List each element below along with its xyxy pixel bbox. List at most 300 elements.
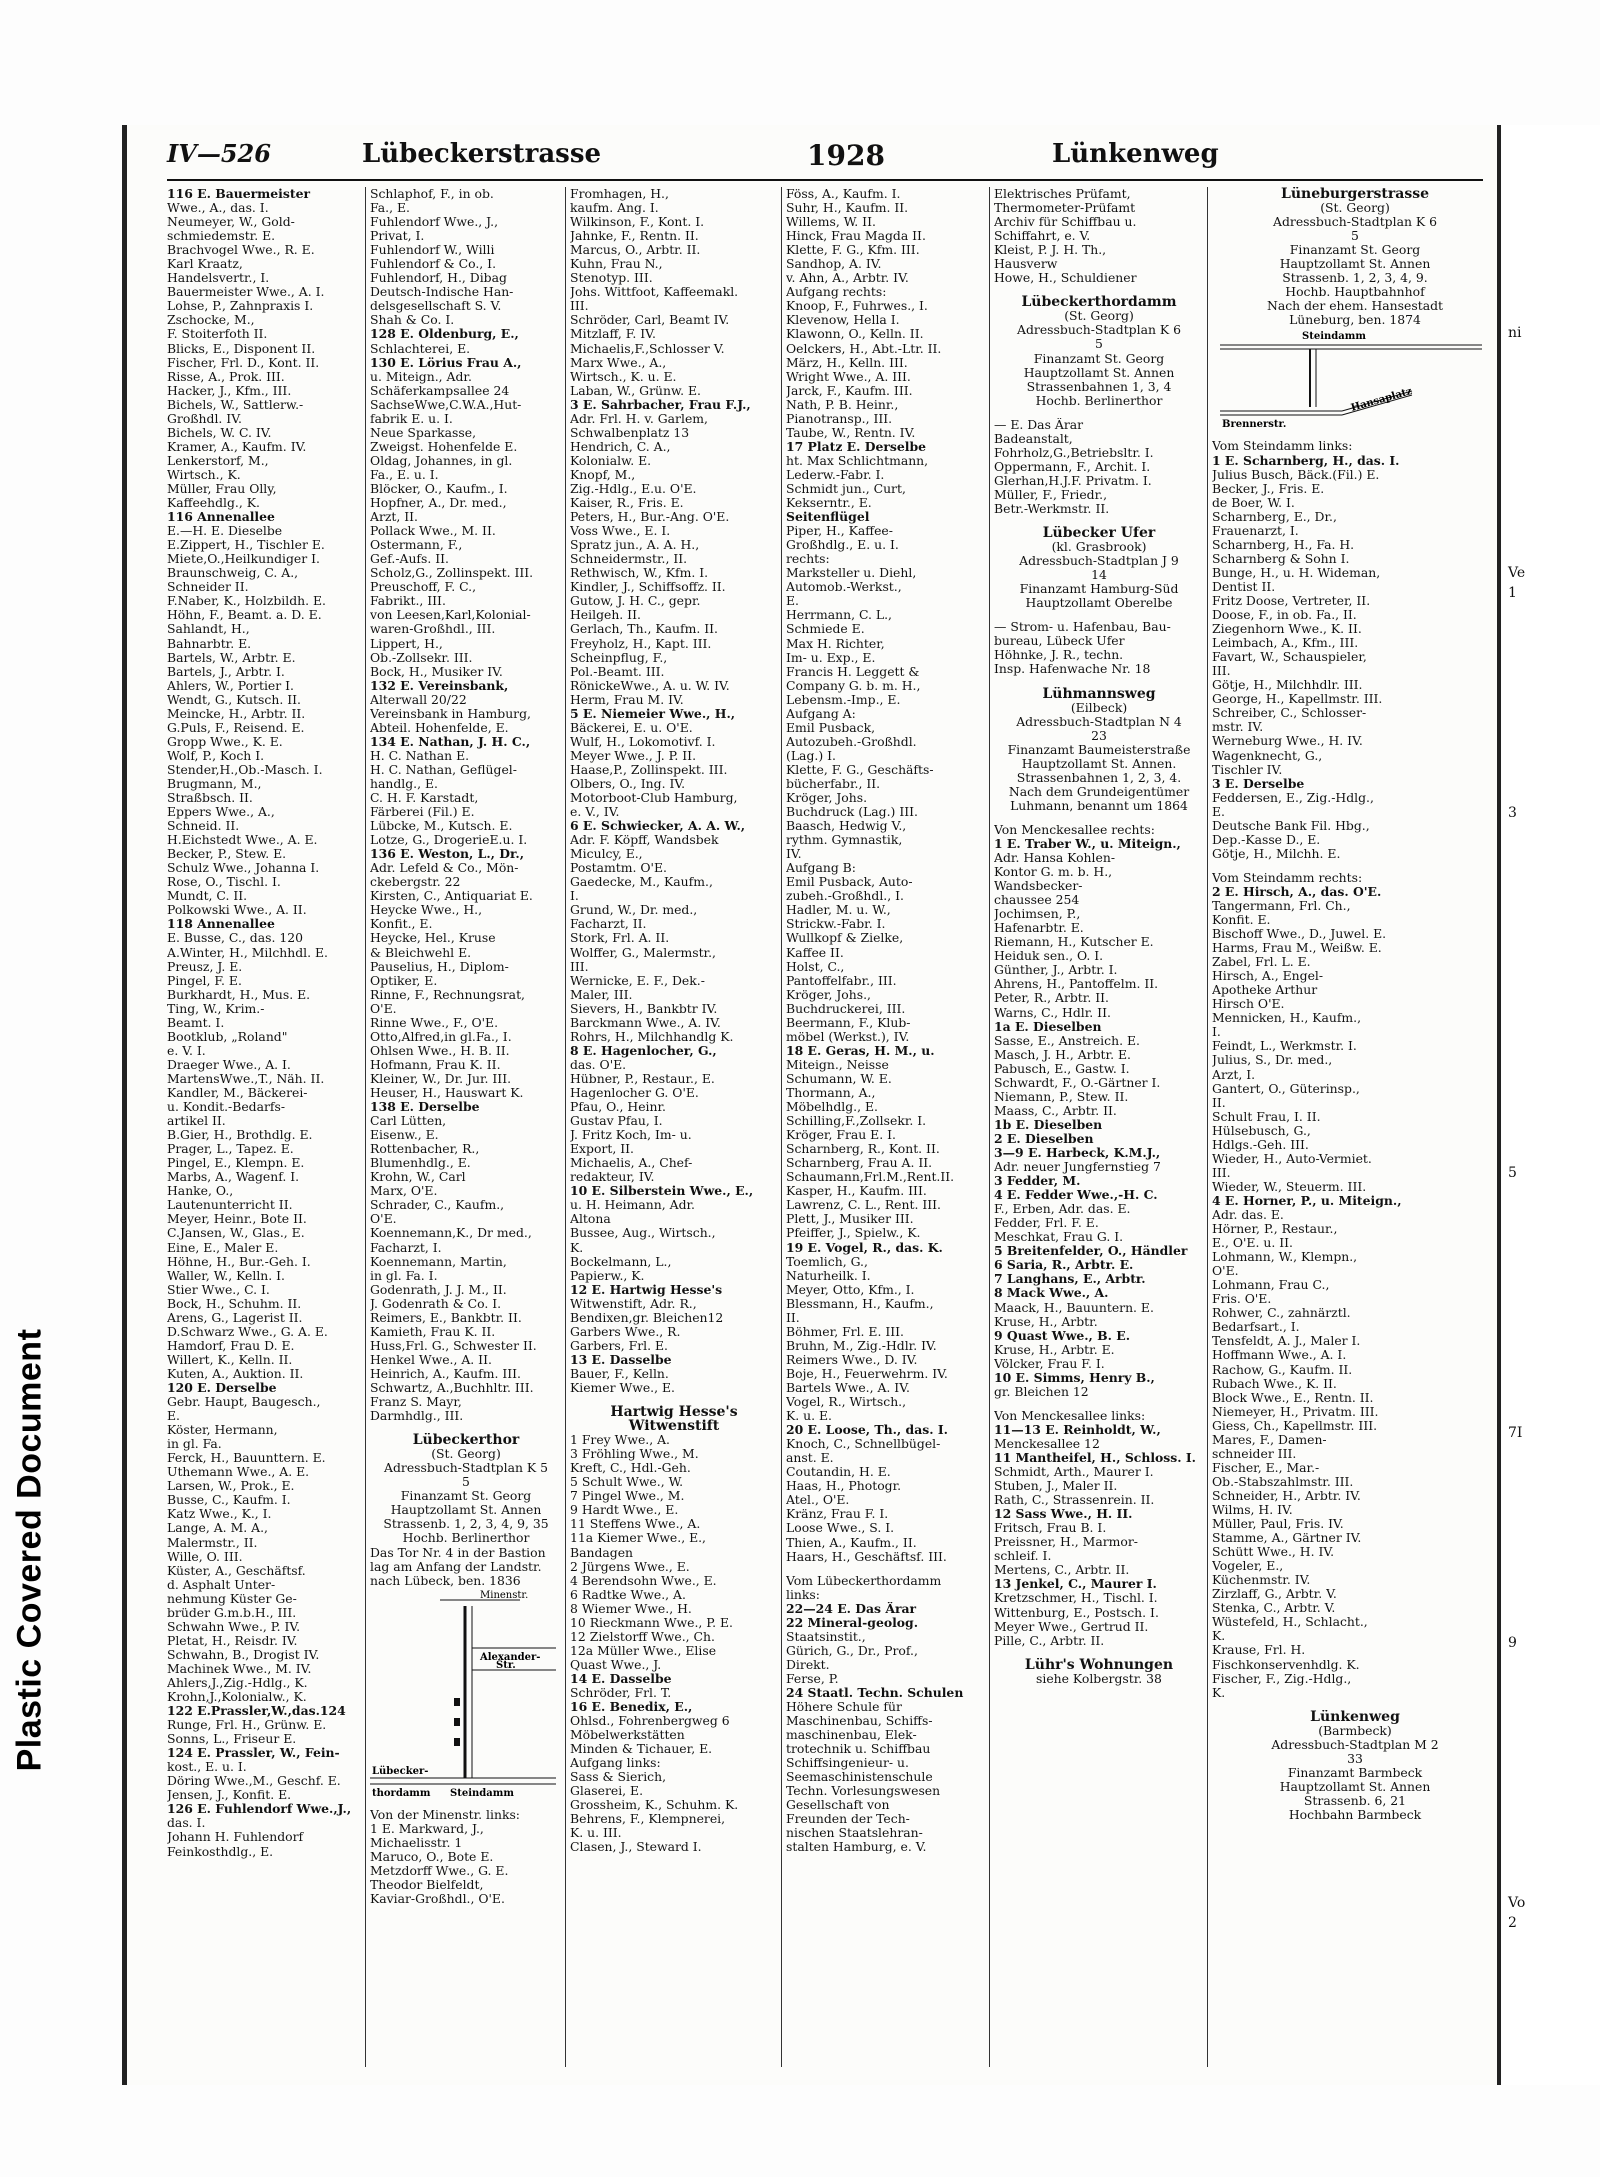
entry-line: Wwe., A., das. I. [167, 201, 269, 216]
entry-line: Waller, W., Kelln. I. [167, 1268, 285, 1283]
entry-line: Heycke Wwe., H., [370, 903, 483, 918]
svg-text:Steindamm: Steindamm [450, 1787, 514, 1799]
entry-line: Eine, E., Maler E. [167, 1240, 279, 1255]
svg-text:Alexander-: Alexander- [480, 1651, 541, 1663]
entry-line: III. [1212, 1165, 1231, 1180]
entry-line: kost., E. u. I. [167, 1760, 247, 1775]
entry-line: Gantert, O., Güterinsp., [1212, 1081, 1360, 1096]
entry-line: Aufgang rechts: [786, 285, 887, 300]
entry-line: Krohn, W., Carl [370, 1170, 466, 1185]
entry-line: Zschocke, M., [167, 313, 255, 328]
entry-line: Kröger, Johs., [786, 987, 871, 1002]
edge-fragment: 7I [1508, 1425, 1523, 1441]
entry-line: Schiffahrt, e. V. [994, 229, 1091, 244]
entry-line [1212, 861, 1498, 871]
entry-line: Adr. Frl. H. v. Garlem, [570, 411, 708, 426]
entry-line: Kruse, H., Arbtr. E. [994, 1342, 1115, 1357]
entry-line: 10 E. Simms, Henry B., [994, 1370, 1155, 1385]
svg-text:Hansaplatz: Hansaplatz [1349, 386, 1414, 415]
entry-line: Prager, L., Tapez. E. [167, 1142, 294, 1157]
entry-line: Julius Busch, Bäck.(Fil.) E. [1212, 467, 1380, 482]
entry-line: 24 Staatl. Techn. Schulen [786, 1685, 964, 1700]
entry-line: E.Zippert, H., Tischler E. [167, 538, 325, 553]
entry-line: das. I. [167, 1816, 206, 1831]
entry-line: Adressbuch-Stadtplan M 2 [1271, 1737, 1439, 1752]
entry-line: Fischer, Frl. D., Kont. II. [167, 355, 320, 370]
column-5 [989, 187, 1204, 2067]
entry-line: Adr. F. Köpff, Wandsbek [570, 833, 719, 848]
entry-line: Deutsche Bank Fil. Hbg., [1212, 818, 1370, 833]
entry-line: Fuhlendorf W., Willi [370, 243, 495, 258]
entry-line: Adressbuch-Stadtplan K 6 [1017, 323, 1181, 338]
entry-line: Mitzlaff, F. IV. [570, 327, 656, 342]
entry-line: O'E. [370, 1212, 397, 1227]
entry-line: O'E. [1212, 1264, 1239, 1279]
entry-line: Grund, W., Dr. med., [570, 903, 698, 918]
entry-line: Finanzamt St. Georg [1289, 243, 1421, 258]
entry-line: 5 Schult Wwe., W. [570, 1475, 684, 1490]
entry-line: Höhere Schule für [786, 1700, 902, 1715]
entry-line: Schulz Wwe., Johanna I. [167, 861, 320, 876]
entry-line: Mennicken, H., Kaufm., [1212, 1011, 1362, 1026]
left-street-title: Lübeckerstrasse [362, 139, 602, 169]
entry-line: Küchenmstr. IV. [1212, 1573, 1311, 1588]
svg-text:Str.: Str. [496, 1659, 516, 1671]
entry-line: & Bleichwehl E. [370, 945, 472, 960]
entry-line: nehmung Küster Ge- [167, 1591, 297, 1606]
entry-line: Bischoff Wwe., D., Juwel. E. [1212, 927, 1387, 942]
entry-line: Bootklub, „Roland" [167, 1029, 288, 1044]
entry-line: Naturheilk. I. [786, 1268, 871, 1283]
entry-line: bücherfabr., II. [786, 776, 881, 791]
entry-line: Kröger, Johs. [786, 791, 868, 806]
entry-line: Freunden der Tech- [786, 1812, 910, 1827]
entry-line: Kasper, H., Kaufm. III. [786, 1184, 927, 1199]
entry-line: 6 E. Schwiecker, A. A. W., [570, 819, 746, 834]
entry-line: Feddersen, E., Zig.-Hdlg., [1212, 790, 1374, 805]
entry-line: Adressbuch-Stadtplan K 5 [384, 1461, 548, 1476]
entry-line: Niemann, P., Stew. II. [994, 1089, 1129, 1104]
entry-line: Ob.-Zollsekr. III. [370, 650, 473, 665]
entry-line: — E. Das Ärar [994, 417, 1084, 432]
entry-line: Company G. b. m. H., [786, 678, 921, 693]
entry-line: Strassenbahnen 1, 2, 3, 4. [1016, 770, 1182, 785]
entry-line: Motorboot-Club Hamburg, [570, 791, 738, 806]
entry-line: Gebr. Haupt, Baugesch., [167, 1395, 321, 1410]
entry-line: Julius, S., Dr. med., [1212, 1053, 1333, 1068]
entry-line: Fohrholz,G.,Betriebsltr. I. [994, 445, 1154, 460]
entry-line: B.Gier, H., Brothdlg. E. [167, 1128, 313, 1143]
entry-line: Bendixen,gr. Bleichen12 [570, 1310, 724, 1325]
entry-line: 8 Mack Wwe., A. [994, 1286, 1109, 1301]
entry-line: Rohwer, C., zahnärztl. [1212, 1306, 1351, 1321]
edge-fragment: 3 [1508, 805, 1517, 821]
entry-line: Bauermeister Wwe., A. I. [167, 285, 325, 300]
entry-line: Riemann, H., Kutscher E. [994, 935, 1154, 950]
entry-line: Schneid. II. [167, 819, 240, 834]
entry-line: Pingel, E., Klempn. E. [167, 1156, 305, 1171]
entry-line: Alterwall 20/22 [370, 692, 467, 707]
entry-line: Wolf, P., Koch I. [167, 748, 265, 763]
entry-line: Finanzamt Hamburg-Süd [1019, 582, 1179, 597]
entry-line: Hirsch O'E. [1212, 997, 1285, 1012]
entry-line: Olbers, O., Ing. IV. [570, 776, 686, 791]
entry-line: Strassenb. 6, 21 [1303, 1793, 1407, 1808]
edge-fragment: 9 [1508, 1635, 1517, 1651]
entry-line: Peter, R., Arbtr. II. [994, 991, 1109, 1006]
lubeckerthor-map [370, 1588, 562, 1808]
entry-line: 11 Steffens Wwe., A. [570, 1517, 701, 1532]
entry-line: Wüstefeld, H., Schlacht., [1212, 1615, 1368, 1630]
entry-line: Hauptzollamt St. Annen. [1021, 756, 1177, 771]
entry-line: Schwahn Wwe., P. IV. [167, 1619, 301, 1634]
entry-line: Scharnberg, R., Kont. II. [786, 1142, 940, 1157]
entry-line: Haas, H., Photogr. [786, 1479, 902, 1494]
edge-fragment: 2 [1508, 1915, 1517, 1931]
entry-line: Zweigst. Hohenfelde E. [370, 439, 518, 454]
entry-line: 134 E. Nathan, J. H. C., [370, 734, 531, 749]
entry-line: Föss, A., Kaufm. I. [786, 187, 901, 201]
entry-line: Spratz jun., A. A. H., [570, 538, 700, 553]
entry-line: Hadler, M. u. W., [786, 903, 891, 918]
entry-line: Hülsebusch, G., [1212, 1123, 1311, 1138]
entry-line: rechts: [786, 552, 830, 567]
entry-line: Piper, H., Kaffee- [786, 524, 893, 539]
entry-line: Adr. neuer Jungfernstieg 7 [994, 1160, 1161, 1175]
entry-line: Wirtsch., K. u. E. [570, 369, 677, 384]
column-4 [781, 187, 986, 2067]
entry-line: ckebergstr. 22 [370, 875, 461, 890]
entry-line: Emil Pusback, Auto- [786, 875, 913, 890]
entry-line: de Boer, W. I. [1212, 495, 1295, 510]
entry-line: Tangermann, Frl. Ch., [1212, 898, 1351, 913]
entry-line: Hausverw [994, 257, 1058, 272]
entry-line: Direkt. [786, 1657, 830, 1672]
entry-line: Schaumann,Frl.M.,Rent.II. [786, 1170, 955, 1185]
entry-line: Hirsch, A., Engel- [1212, 969, 1324, 984]
entry-line: Werneburg Wwe., H. IV. [1212, 734, 1363, 749]
entry-line: J. Fritz Koch, Im- u. [570, 1128, 692, 1143]
entry-line: März, H., Kelln. III. [786, 355, 908, 370]
entry-line: Fromhagen, H., [570, 187, 669, 201]
entry-line: Kreft, C., Hdl.-Geh. [570, 1461, 691, 1476]
entry-line: Niemeyer, H., Privatm. III. [1212, 1404, 1379, 1419]
entry-line: I. [1212, 1025, 1221, 1040]
column-6 [1207, 187, 1498, 2067]
entry-line: Sonns, L., Friseur E. [167, 1732, 297, 1747]
entry-line: Handelsvertr., I. [167, 271, 270, 286]
entry-line: Klawonn, O., Kelln. II. [786, 327, 924, 342]
entry-line: 116 E. Bauermeister [167, 187, 310, 201]
entry-line: bureau, Lübeck Ufer [994, 634, 1125, 649]
entry-line: Küster, A., Geschäftsf. [167, 1563, 306, 1578]
entry-line: Schütt Wwe., H. IV. [1212, 1545, 1335, 1560]
entry-line: Haase,P., Zollinspekt. III. [570, 762, 728, 777]
entry-line: d. Asphalt Unter- [167, 1577, 276, 1592]
entry-line: 3—9 E. Harbeck, K.M.J., [994, 1146, 1161, 1160]
entry-line [994, 1399, 1204, 1409]
entry-line: Schröder, Frl. T. [570, 1685, 672, 1700]
entry-line: Laban, W., Grünw. E. [570, 383, 701, 398]
entry-line: Strassenb. 1, 2, 3, 4, 9, 35 [383, 1517, 549, 1532]
entry-line: Carl Lütten, [370, 1114, 447, 1129]
entry-line: anst. E. [786, 1451, 834, 1466]
columns-container [167, 187, 1493, 2067]
year-title: 1928 [807, 139, 885, 172]
entry-line: Stenka, C., Arbtr. V. [1212, 1601, 1336, 1616]
entry-line: Kekserntr., E. [786, 496, 872, 511]
entry-line: Howe, H., Schuldiener [994, 271, 1137, 286]
entry-line: Möbelhdlg., E. [786, 1100, 878, 1115]
entry-line: Quast Wwe., J. [570, 1657, 662, 1672]
section-heading: Lübeckerthor [412, 1433, 520, 1448]
entry-line: das. O'E. [570, 1057, 627, 1072]
entry-line: Haars, H., Geschäftsf. III. [786, 1549, 947, 1564]
entry-line: Knoch, C., Schnellbügel- [786, 1437, 941, 1452]
entry-line: 116 Annenallee [167, 510, 275, 525]
entry-line: Betr.-Werkmstr. II. [994, 501, 1110, 516]
entry-line: in gl. Fa. I. [370, 1268, 438, 1283]
entry-line: Heinrich, A., Kaufm. III. [370, 1366, 521, 1381]
entry-line: Oldag, Johannes, in gl. [370, 453, 513, 468]
entry-line: H. C. Nathan, Geflügel- [370, 762, 517, 777]
entry-line: 11 Mantheifel, H., Schloss. I. [994, 1450, 1196, 1465]
entry-line: Strassenb. 1, 2, 3, 4, 9. [1282, 271, 1428, 286]
entry-line: mstr. IV. [1212, 720, 1264, 735]
entry-line: 18 E. Geras, H. M., u. [786, 1043, 935, 1058]
entry-line: 12 Zielstorff Wwe., Ch. [570, 1629, 715, 1644]
entry-line: Kleiner, W., Dr. Jur. III. [370, 1071, 512, 1086]
entry-line: Wolffer, G., Malermstr., [570, 945, 716, 960]
entry-line: maschinenbau, Elek- [786, 1728, 917, 1743]
entry-line: Kaviar-Großhdl., O'E. [370, 1891, 505, 1906]
entry-line [1212, 1700, 1498, 1710]
entry-line: O'E. [370, 1001, 397, 1016]
entry-line: Braunschweig, C. A., [167, 566, 299, 581]
entry-line: 5 [462, 1475, 470, 1490]
entry-line: Grossheim, K., Schuhm. K. [570, 1798, 739, 1813]
entry-line: 8 E. Hagenlocher, G., [570, 1043, 717, 1058]
entry-line: Coutandin, H. E. [786, 1465, 891, 1480]
entry-line: Rohrs, H., Milchhandlg K. [570, 1029, 734, 1044]
entry-line: 124 E. Prassler, W., Fein- [167, 1746, 340, 1761]
entry-line: gr. Bleichen 12 [994, 1384, 1089, 1399]
entry-line: 3 E. Derselbe [1212, 776, 1305, 791]
entry-line: Voss Wwe., E. I. [570, 524, 671, 539]
entry-line: Michaelis, A., Chef- [570, 1156, 693, 1171]
entry-line [994, 285, 1204, 295]
entry-line: Eppers Wwe., A., [167, 805, 275, 820]
entry-line: Malermstr., II. [167, 1535, 258, 1550]
entry-line: 132 E. Vereinsbank, [370, 678, 509, 693]
entry-line [786, 1564, 986, 1574]
entry-line: Thermometer-Prüfamt [994, 201, 1136, 216]
entry-line: Pol.-Beamt. III. [570, 664, 665, 679]
entry-line: Meyer, Otto, Kfm., I. [786, 1282, 915, 1297]
entry-line: Vogel, R., Wirtsch., [786, 1395, 907, 1410]
entry-line: handlg., E. [370, 776, 438, 791]
section-heading: Hartwig Hesse's [610, 1405, 738, 1420]
entry-line: 12 Sass Wwe., H. II. [994, 1507, 1133, 1522]
entry-line: Maass, C., Arbtr. II. [994, 1103, 1117, 1118]
entry-line: (kl. Grasbrook) [1051, 540, 1147, 555]
page-header [167, 139, 1487, 179]
entry-line: 14 [1091, 568, 1107, 583]
entry-line: Gutow, J. H. C., gepr. [570, 594, 701, 609]
entry-line: Abteil. Hohenfelde, E. [370, 720, 509, 735]
entry-line: Schmiede E. [786, 622, 865, 637]
entry-line [994, 813, 1204, 823]
entry-line [994, 408, 1204, 418]
entry-line: Das Tor Nr. 4 in der Bastion [370, 1545, 546, 1560]
edge-fragment: Ve [1508, 565, 1526, 581]
luneburger-map [1212, 327, 1498, 439]
entry-line: Michaelisstr. 1 [370, 1835, 463, 1850]
entry-line: Heiduk sen., O. I. [994, 949, 1104, 964]
entry-line: Schmidt jun., Curt, [786, 481, 906, 496]
edge-fragment: ni [1508, 325, 1522, 341]
header-rule [167, 179, 1483, 181]
entry-line: Müller, F., Friedr., [994, 487, 1108, 502]
entry-line: Meincke, H., Arbtr. II. [167, 706, 306, 721]
entry-line: Elektrisches Prüfamt, [994, 187, 1131, 201]
entry-line: 136 E. Weston, L., Dr., [370, 847, 525, 862]
entry-line: Brachvogel Wwe., R. E. [167, 243, 315, 258]
entry-line: 3 E. Sahrbacher, Frau F.J., [570, 397, 751, 412]
entry-line: Schumann, W. E. [786, 1071, 892, 1086]
entry-line: Bruhn, M., Zig.-Hdlr. IV. [786, 1338, 937, 1353]
entry-line: Bussee, Aug., Wirtsch., [570, 1226, 716, 1241]
entry-line: 5 [1351, 229, 1359, 244]
entry-line: Baasch, Hedwig V., [786, 819, 907, 834]
entry-line: Max H. Richter, [786, 636, 885, 651]
entry-line: Scholz,G., Zollinspekt. III. [370, 566, 534, 581]
entry-line: Papierw., K. [570, 1268, 645, 1283]
entry-line: Ting, W., Krim.- [167, 1001, 265, 1016]
entry-line: links: [786, 1587, 820, 1602]
entry-line: Vereinsbank in Hamburg, [370, 706, 531, 721]
entry-line: Wieder, H., Auto-Vermiet. [1212, 1151, 1372, 1166]
entry-line: 16 E. Benedix, E., [570, 1700, 693, 1715]
entry-line: IV. [786, 847, 802, 862]
entry-line: Maack, H., Bauuntern. E. [994, 1300, 1154, 1315]
entry-line: fabrik E. u. I. [370, 411, 453, 426]
entry-line: Blumenhdlg., E. [370, 1156, 471, 1171]
entry-line: Postamtm. O'E. [570, 861, 667, 876]
entry-line: brüder G.m.b.H., III. [167, 1605, 297, 1620]
entry-line: F., Erben, Adr. das. E. [994, 1202, 1131, 1217]
entry-line: Gef.-Aufs. II. [370, 552, 449, 567]
entry-line: Maruco, O., Bote E. [370, 1849, 494, 1864]
entry-line: Beamt. I. [167, 1015, 225, 1030]
entry-line: Lebensm.-Imp., E. [786, 692, 901, 707]
entry-line: Thien, A., Kaufm., II. [786, 1535, 917, 1550]
entry-line: 118 Annenallee [167, 917, 275, 932]
entry-line: Schlaphof, F., in ob. [370, 187, 494, 201]
entry-line: Hofmann, Frau K. II. [370, 1057, 501, 1072]
entry-line: 3 Fröhling Wwe., M. [570, 1447, 699, 1462]
entry-line: e. V., IV. [570, 805, 620, 820]
entry-line: Glaserei, E. [570, 1784, 644, 1799]
section-heading: Witwenstift [628, 1419, 720, 1434]
entry-line: Schwardt, F., O.-Gärtner I. [994, 1075, 1161, 1090]
entry-line: Köster, Hermann, [167, 1423, 278, 1438]
entry-line: 22—24 E. Das Ärar [786, 1601, 917, 1616]
entry-line: Heilgeh. II. [570, 608, 641, 623]
entry-line: Henkel Wwe., A. II. [370, 1352, 492, 1367]
entry-line: 120 E. Derselbe [167, 1380, 277, 1395]
entry-line: 1 E. Scharnberg, H., das. I. [1212, 453, 1400, 468]
entry-line: Pfeiffer, J., Spielw., K. [786, 1226, 921, 1241]
entry-line: trotechnik u. Schiffbau [786, 1742, 931, 1757]
entry-line: Vom Steindamm links: [1212, 439, 1353, 454]
entry-line: nischen Staatslehran- [786, 1826, 923, 1841]
entry-line: H.Eichstedt Wwe., A. E. [167, 833, 318, 848]
entry-line [570, 1395, 778, 1405]
entry-line: redakteur, IV. [570, 1170, 655, 1185]
entry-line: Wendt, G., Kutsch. II. [167, 692, 301, 707]
entry-line: Adressbuch-Stadtplan J 9 [1019, 554, 1179, 569]
entry-line: Insp. Hafenwache Nr. 18 [994, 662, 1151, 677]
entry-line: Huss,Frl. G., Schwester II. [370, 1338, 537, 1353]
entry-line: Zig.-Hdlg., E.u. O'E. [570, 481, 697, 496]
entry-line: Lüneburg, ben. 1874 [1289, 313, 1421, 328]
entry-line: schleif. I. [994, 1549, 1052, 1564]
entry-line: 22 Mineral-geolog. [786, 1615, 919, 1630]
entry-line: delsgesellschaft S. V. [370, 299, 502, 314]
entry-line: Thormann, A., [786, 1086, 876, 1100]
entry-line: Finanzamt St. Georg [400, 1489, 532, 1504]
entry-line: 23 [1091, 728, 1107, 743]
entry-line: Pantoffelfabr., III. [786, 973, 897, 988]
entry-line: 13 E. Dasselbe [570, 1352, 672, 1367]
section-heading: Lünkenweg [1310, 1709, 1400, 1724]
entry-line: Heuser, H., Hauswart K. [370, 1086, 524, 1100]
entry-line: Koennemann, Martin, [370, 1254, 507, 1269]
entry-line: Kruse, H., Arbtr. [994, 1314, 1098, 1329]
entry-line: Bichels, W., Sattlerw.- [167, 397, 304, 412]
entry-line: von Leesen,Karl,Kolonial- [370, 608, 531, 623]
entry-line: Badeanstalt, [994, 431, 1073, 446]
entry-line: Lübcke, M., Kutsch. E. [370, 819, 513, 834]
entry-line: Bahnarbtr. E. [167, 636, 252, 651]
entry-line: Preissner, H., Marmor- [994, 1535, 1138, 1550]
entry-line: 122 E.Prassler,W.,das.124 [167, 1704, 346, 1719]
entry-line: Rethwisch, W., Kfm. I. [570, 566, 709, 581]
entry-line: A.Winter, H., Milchhdl. E. [167, 945, 328, 960]
entry-line: Lohmann, W., Klempn., [1212, 1250, 1358, 1265]
entry-line: Godenrath, J. J. M., II. [370, 1282, 507, 1297]
entry-line: 5 [1095, 337, 1103, 352]
entry-line: Sasse, E., Anstreich. E. [994, 1033, 1140, 1048]
entry-line: Mares, F., Damen- [1212, 1432, 1327, 1447]
edge-fragment: 5 [1508, 1165, 1517, 1181]
entry-line: Hochb. Hauptbahnhof [1285, 285, 1425, 300]
entry-line: Karl Kraatz, [167, 257, 243, 272]
directory-page [122, 125, 1497, 2085]
entry-line: Kaiser, R., Fris. E. [570, 496, 684, 511]
entry-line: 14 E. Dasselbe [570, 1671, 672, 1686]
entry-line: Miteign., Neisse [786, 1057, 889, 1072]
entry-line: Dep.-Kasse D., E. [1212, 832, 1321, 847]
entry-line: Ohlsd., Fohrenbergweg 6 [570, 1714, 730, 1729]
entry-line: II. [1212, 1095, 1226, 1110]
entry-line: Neumeyer, W., Gold- [167, 215, 295, 230]
entry-line: Schwartz, A.,Buchhltr. III. [370, 1380, 534, 1395]
entry-line: 7 Pingel Wwe., M. [570, 1489, 685, 1504]
svg-text:Brennerstr.: Brennerstr. [1222, 419, 1287, 431]
entry-line: Stork, Frl. A. II. [570, 931, 670, 946]
